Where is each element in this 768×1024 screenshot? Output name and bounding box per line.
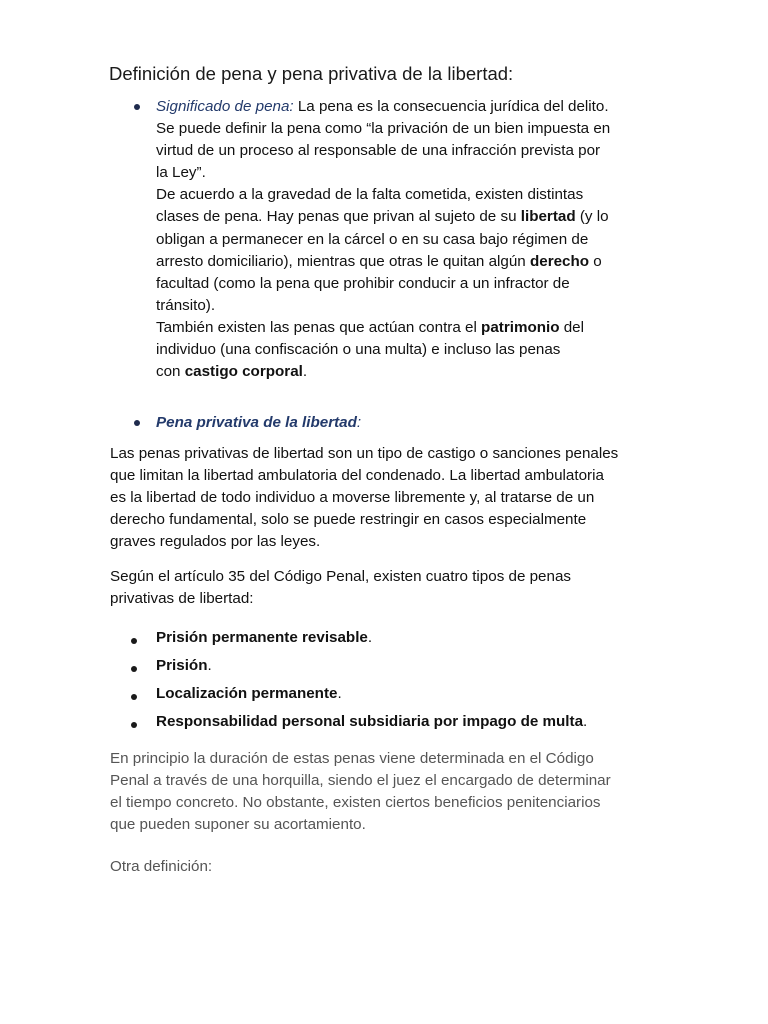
document-title: Definición de pena y pena privativa de la libertad:: [109, 63, 514, 84]
paragraph1-line: que limitan la libertad ambulatoria del condenado. La libertad ambulatoria: [110, 467, 604, 485]
paragraph3-line: En principio la duración de estas penas viene determinada en el Código: [110, 750, 594, 767]
significado-line-10: tránsito).: [156, 296, 216, 314]
significado-line-1: Significado de pena: La pena es la consecuencia jurídica del delito.: [156, 98, 609, 115]
bold-derecho: derecho: [529, 252, 590, 270]
paragraph1-line: Las penas privativas de libertad son un tipo de castigo o sanciones penales: [110, 445, 619, 462]
significado-heading: Significado de pena:: [156, 98, 294, 115]
significado-line-6: clases de pena. Hay penas que privan al sujeto de su libertad (y lo: [156, 208, 609, 226]
paragraph1-line: derecho fundamental, solo se puede restringir en casos especialmente: [110, 511, 587, 529]
paragraph3-line: el tiempo concreto. No obstante, existen ciertos beneficios penitenciarios: [110, 794, 601, 812]
list-bullet: [131, 666, 137, 672]
paragraph2-line: Según el artículo 35 del Código Penal, existen cuatro tipos de penas: [110, 568, 571, 585]
paragraph1-line: es la libertad de todo individuo a moverse libremente y, al tratarse de un: [110, 489, 595, 507]
paragraph3-line: que pueden suponer su acortamiento.: [110, 816, 366, 834]
section-pena-privativa-heading: Pena privativa de la libertad:: [156, 414, 362, 431]
paragraph-penas-privativas: [110, 443, 618, 553]
list-item-prision: Prisión.: [156, 657, 212, 674]
list-bullet: [131, 694, 137, 700]
significado-line-3: virtud de un proceso al responsable de una infracción prevista por: [156, 142, 601, 160]
paragraph-duracion: [110, 748, 611, 836]
significado-line-11: También existen las penas que actúan contra el patrimonio del: [156, 318, 585, 336]
paragraph3-line: Penal a través de una horquilla, siendo el juez el encargado de determinar: [110, 772, 611, 790]
bullet-significado: [134, 104, 140, 110]
bold-libertad: libertad: [520, 208, 576, 226]
list-item-responsabilidad: Responsabilidad personal subsidiaria por impago de multa.: [156, 713, 588, 730]
list-bullet: [131, 638, 137, 644]
other-definition-label: Otra definición:: [110, 858, 213, 875]
list-item-prision-permanente: Prisión permanente revisable.: [156, 629, 373, 646]
section-significado: [156, 96, 610, 383]
paragraph1-line: graves regulados por las leyes.: [110, 533, 321, 551]
significado-line-5: De acuerdo a la gravedad de la falta cometida, existen distintas: [156, 186, 584, 204]
bullet-pena-privativa: [134, 420, 140, 426]
significado-line-9: facultad (como la pena que prohibir conducir a un infractor de: [156, 274, 570, 292]
significado-line-4: la Ley”.: [156, 164, 206, 182]
bold-patrimonio: patrimonio: [481, 318, 560, 336]
pena-privativa-heading: Pena privativa de la libertad: [156, 414, 357, 431]
significado-line-13: con castigo corporal.: [156, 363, 308, 381]
significado-line-2: Se puede definir la pena como “la privación de un bien impuesta en: [156, 120, 611, 138]
significado-line-8: arresto domiciliario), mientras que otras le quitan algún derecho o: [156, 252, 602, 270]
significado-line-12: individuo (una confiscación o una multa) e incluso las penas: [156, 341, 561, 359]
list-bullet: [131, 722, 137, 728]
list-item-localizacion: Localización permanente.: [156, 685, 342, 702]
significado-line-7: obligan a permanecer en la cárcel o en su casa bajo régimen de: [156, 230, 589, 248]
paragraph-articulo-35: [110, 566, 571, 610]
bold-castigo-corporal: castigo corporal: [184, 363, 303, 381]
paragraph2-line: privativas de libertad:: [110, 590, 254, 608]
